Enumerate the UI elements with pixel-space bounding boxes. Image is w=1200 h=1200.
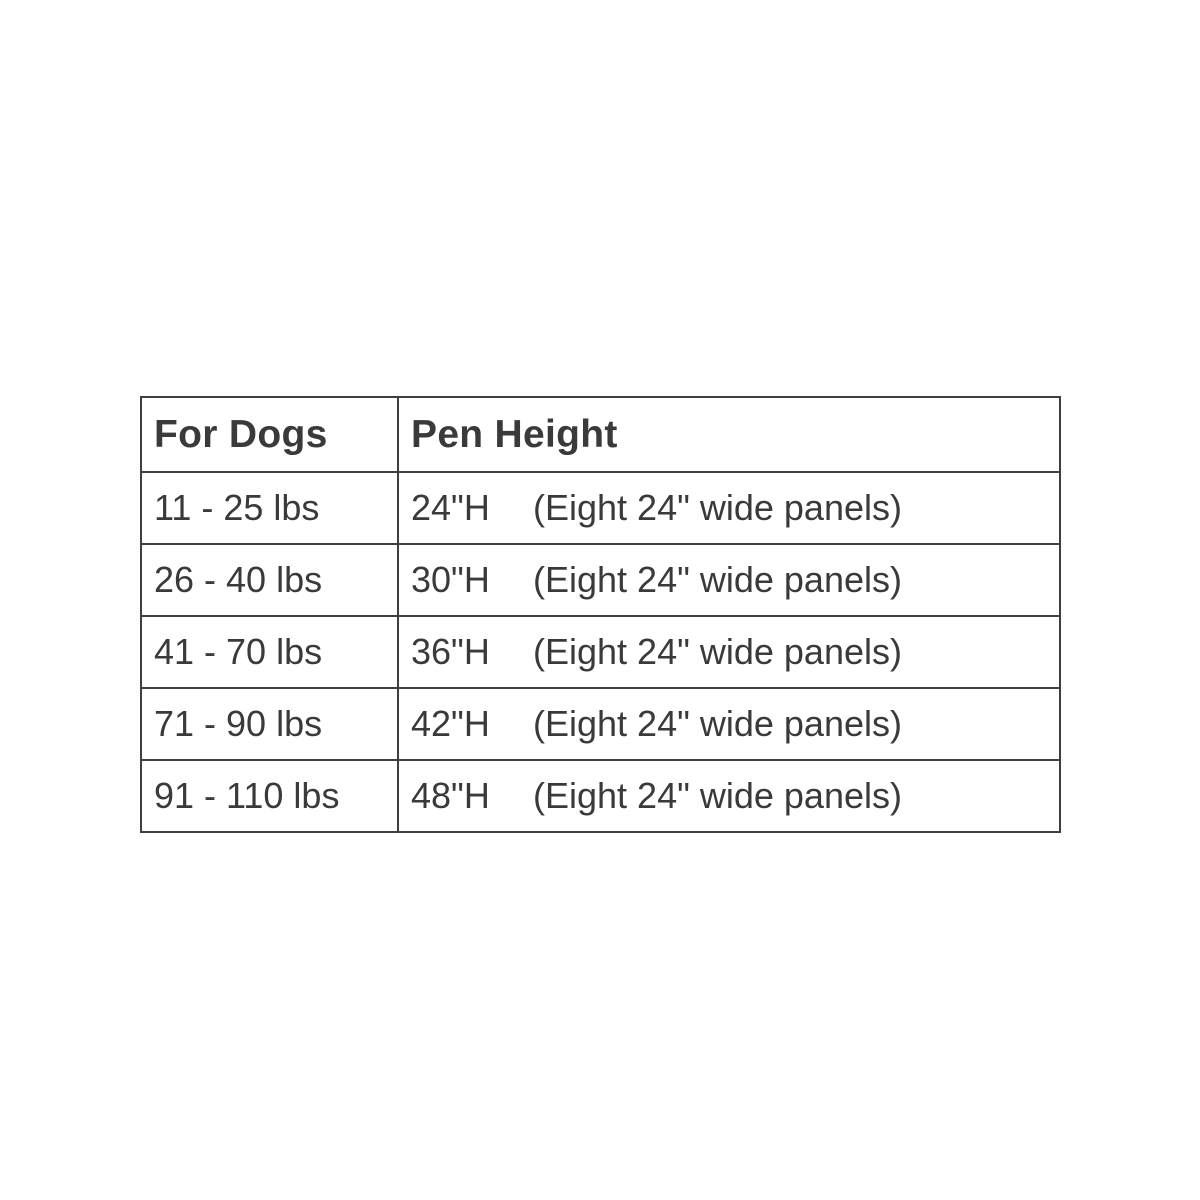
pen-height-cell <box>398 760 1060 832</box>
table-header-row <box>141 397 1060 472</box>
weight-cell: 41 - 70 lbs <box>141 616 398 688</box>
table-row <box>141 616 1060 688</box>
panels-note: (Eight 24" wide panels) <box>533 775 902 816</box>
height-value: 48"H <box>411 775 490 816</box>
height-value: 30"H <box>411 559 490 600</box>
panels-note: (Eight 24" wide panels) <box>533 559 902 600</box>
table-row <box>141 688 1060 760</box>
weight-cell: 26 - 40 lbs <box>141 544 398 616</box>
height-value: 36"H <box>411 631 490 672</box>
pen-height-cell <box>398 616 1060 688</box>
weight-cell: 91 - 110 lbs <box>141 760 398 832</box>
header-for-dogs: For Dogs <box>141 397 398 472</box>
panels-note: (Eight 24" wide panels) <box>533 487 902 528</box>
pen-height-cell <box>398 472 1060 544</box>
weight-cell: 11 - 25 lbs <box>141 472 398 544</box>
height-value: 42"H <box>411 703 490 744</box>
pen-height-cell <box>398 688 1060 760</box>
panels-note: (Eight 24" wide panels) <box>533 631 902 672</box>
pen-height-cell <box>398 544 1060 616</box>
size-chart-table <box>140 396 1061 833</box>
weight-cell: 71 - 90 lbs <box>141 688 398 760</box>
table-row <box>141 544 1060 616</box>
height-value: 24"H <box>411 487 490 528</box>
header-pen-height: Pen Height <box>398 397 1060 472</box>
table-row <box>141 472 1060 544</box>
table-row <box>141 760 1060 832</box>
panels-note: (Eight 24" wide panels) <box>533 703 902 744</box>
